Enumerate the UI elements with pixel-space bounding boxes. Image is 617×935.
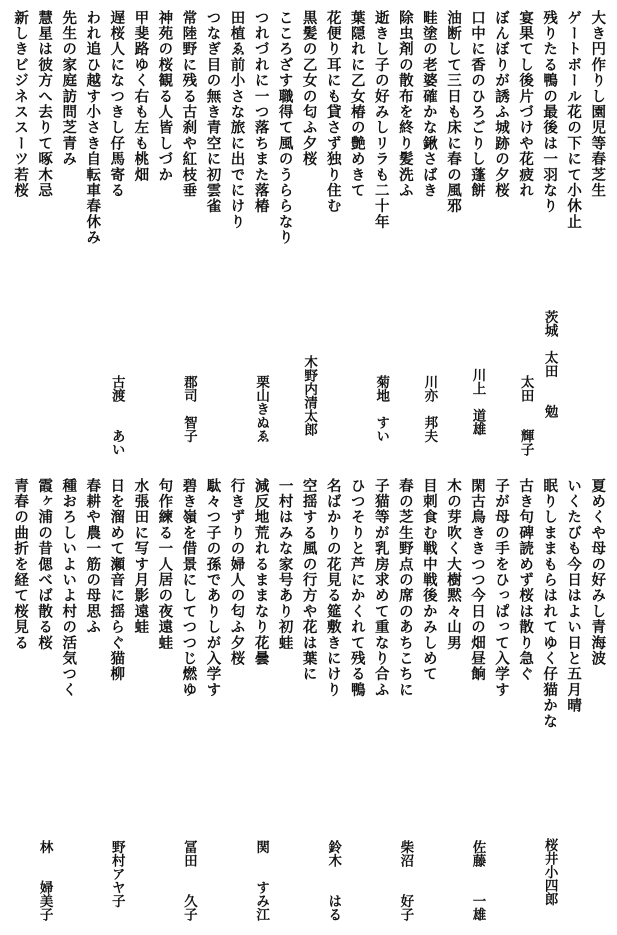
author-name: 柴沼 好子 [397,840,414,921]
haiku-column [513,10,537,465]
haiku-text: 新しきビジネススーツ若桜 [12,10,30,199]
haiku-text: 眠りしままもらはれてゆく仔猫かな [541,478,559,730]
haiku-column [585,478,609,930]
haiku-column [441,10,465,465]
haiku-text: 慧星は彼方へ去りて啄木忌 [36,10,54,199]
haiku-column [296,478,320,930]
author-name: 菊地 すい [373,375,390,443]
haiku-column [104,478,128,930]
haiku-text: 句作練る一人居の夜遠蛙 [156,478,174,651]
haiku-column [320,478,344,930]
haiku-column [200,478,224,930]
haiku-column [56,478,80,930]
haiku-column [537,10,561,465]
haiku-column [465,478,489,930]
haiku-text: 名ばかりの花見る筵敷きにけり [324,478,342,698]
haiku-text: 行きずりの婦人の匂ふ夕桜 [228,478,246,667]
haiku-column [32,478,56,930]
haiku-text: 春耕や農一筋の母思ふ [84,478,102,635]
haiku-column [200,10,224,465]
haiku-text: 目刺食む戦中戦後かみしめて [420,478,438,683]
author-name: 野村アヤ子 [108,840,125,908]
author-name: 鈴木 はる [325,840,342,921]
haiku-column [272,10,296,465]
author-name: 木野内清太郎 [301,355,318,436]
haiku-text: 霞ヶ浦の昔偲べば散る桜 [36,478,54,651]
author-name: 川亦 邦夫 [421,375,438,443]
haiku-column [465,10,489,465]
haiku-text: 黒髪の乙女の匂ふ夕桜 [300,10,318,167]
author-name: 関 すみ江 [253,840,270,921]
haiku-column [513,478,537,930]
haiku-text: こころざす職得て風のうららなり [276,10,294,246]
haiku-column [369,478,393,930]
haiku-text: ゲートボール花の下にて小休止 [565,10,583,230]
haiku-column [176,10,200,465]
author-name: 太田 輝子 [517,375,534,456]
haiku-text: 宴果てし後片づけや花疲れ [517,10,535,199]
haiku-text: 葉隠れに乙女椿の艶めきて [348,10,366,199]
haiku-column [128,478,152,930]
haiku-text: 先生の家庭訪問芝青み [60,10,78,167]
haiku-column [152,478,176,930]
haiku-text: 神苑の桜観る人皆しづか [156,10,174,183]
author-name: 桜井小四郎 [541,838,558,906]
haiku-column [80,10,104,465]
haiku-column [248,478,272,930]
haiku-text: 閑古鳥ききつつ今日の畑昼餉 [468,478,486,683]
haiku-column [224,478,248,930]
haiku-text: 常陸野に残る古刹や紅枝垂 [180,10,198,199]
haiku-column [585,10,609,465]
haiku-column [296,10,320,465]
upper-columns [0,10,617,465]
haiku-text: 子猫等が乳房求めて重なり合ふ [372,478,390,698]
haiku-text: 空揺する風の行方や花は葉に [300,478,318,683]
haiku-column [8,478,32,930]
haiku-column [152,10,176,465]
haiku-text: 木の芽吹く大樹黙々山男 [444,478,462,651]
author-name: 郡司 智子 [180,375,197,443]
lower-columns [0,478,617,930]
haiku-text: 水張田に写す月影遠蛙 [132,478,150,635]
haiku-column [344,10,368,465]
haiku-column [561,10,585,465]
haiku-text: 碧き嶺を借景にしてつつじ燃ゆ [180,478,198,698]
author-name: 栗山きぬゑ [253,375,270,443]
haiku-text: 種おろしいよいよ村の活気つく [60,478,78,698]
haiku-text: 逝きし子の好みしリラも二十年 [372,10,390,230]
haiku-column [489,10,513,465]
haiku-text: 夏めくや母の好みし青海波 [589,478,607,667]
haiku-text: 駄々つ子の孫でありしが入学す [204,478,222,698]
haiku-column [489,478,513,930]
haiku-text: いくたびも今日はよい日と五月晴 [565,478,583,714]
haiku-column [80,478,104,930]
haiku-column [393,10,417,465]
haiku-column [537,478,561,930]
haiku-column [441,478,465,930]
author-name: 佐藤 一雄 [469,840,486,921]
haiku-text: ぼんぼりが誘ふ城跡の夕桜 [493,10,511,199]
haiku-text: 残りたる鴨の最後は一羽なり [541,10,559,215]
haiku-column [176,478,200,930]
haiku-text: 田植ゑ前小さな旅に出でにけり [228,10,246,230]
haiku-column [104,10,128,465]
upper-haiku-block [0,10,617,465]
haiku-text: ひつそりと芦にかくれて残る鴨 [348,478,366,698]
haiku-text: 春の芝生野点の席のあちこちに [396,478,414,698]
haiku-text: 青春の曲折を経て桜見る [12,478,30,651]
author-name: 林 婦美子 [36,840,53,921]
haiku-text: 花便り耳にも貸さず独り住む [324,10,342,215]
haiku-text: つれづれに一つ落ちまた落椿 [252,10,270,215]
haiku-text: 除虫剤の散布を終り髪洗ふ [396,10,414,199]
haiku-text: 甲斐路ゆく右も左も桃畑 [132,10,150,183]
haiku-text: つなぎ目の無き青空に初雲雀 [204,10,222,215]
haiku-text: われ追ひ越す小さき自転車春休み [84,10,102,246]
haiku-text: 一村はみな家号あり初蛙 [276,478,294,651]
haiku-text: 口中に香のひろごりし蓬餅 [468,10,486,199]
author-name: 冨田 久子 [180,840,197,921]
haiku-text: 古き句碑読めず桜は散り急ぐ [517,478,535,683]
haiku-column [248,10,272,465]
haiku-column [320,10,344,465]
haiku-column [561,478,585,930]
haiku-column [344,478,368,930]
haiku-column [272,478,296,930]
haiku-text: 遅桜人になつきし仔馬寄る [108,10,126,199]
haiku-column [56,10,80,465]
haiku-text: 油断して三日も床に春の風邪 [444,10,462,215]
haiku-column [369,10,393,465]
haiku-column [8,10,32,465]
haiku-column [393,478,417,930]
author-name: 茨城 太田 勉 [541,310,558,418]
haiku-column [417,478,441,930]
haiku-text: 大き円作りし園児等春芝生 [589,10,607,199]
haiku-text: 日を溜めて瀬音に揺らぐ猫柳 [108,478,126,683]
haiku-text: 畦塗の老婆確かな鍬さばき [420,10,438,199]
lower-haiku-block [0,478,617,930]
author-name: 川上 道雄 [469,368,486,436]
haiku-column [32,10,56,465]
author-name: 古渡 あい [108,375,125,456]
haiku-text: 子が母の手をひっぱって入学す [493,478,511,698]
haiku-column [224,10,248,465]
haiku-text: 減反地荒れるままなり花曇 [252,478,270,667]
haiku-column [417,10,441,465]
haiku-column [128,10,152,465]
